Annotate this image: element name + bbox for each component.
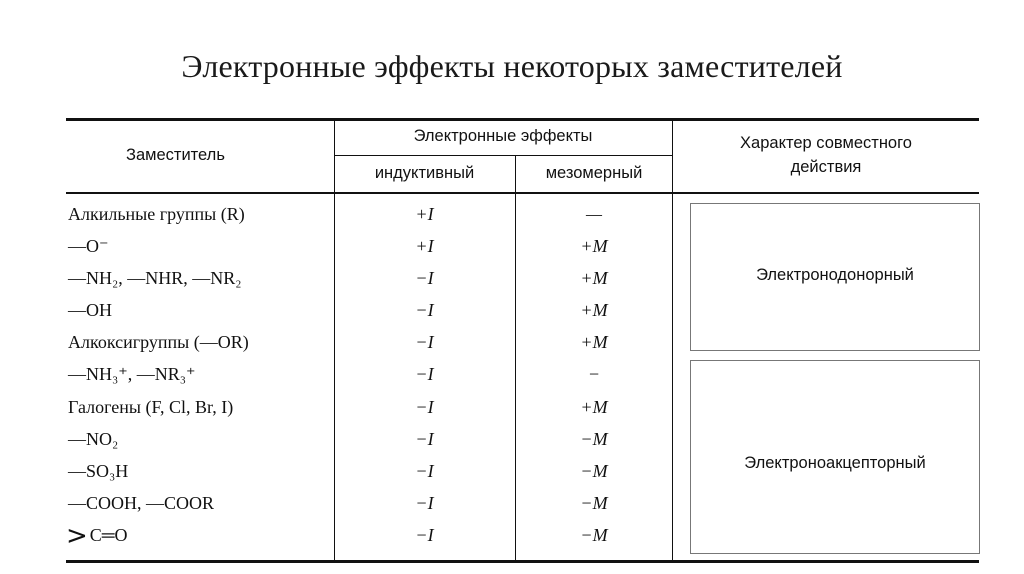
header-character-line2: действия [790,158,862,176]
substituent-cell: Галогены (F, Cl, Br, I) [68,397,234,417]
mesomeric-cell: +M [580,397,608,417]
substituent-cell: —COOH, —COOR [68,493,215,513]
substituent-cell: Алкоксигруппы (—OR) [68,332,249,352]
table-header-rule [66,192,979,194]
inductive-cell: −I [415,525,434,545]
substituent-cell: —NH₂, —NHR, —NR₂ [68,268,242,288]
mesomeric-cell: − [587,364,601,384]
substituent-cell: —OH [68,300,112,320]
inductive-cell: −I [415,364,434,384]
table-bottom-rule [66,560,979,563]
header-mesomeric: мезомерный [545,164,643,182]
mesomeric-cell: −M [580,493,608,513]
mesomeric-cell: +M [580,236,608,256]
header-inductive: индуктивный [374,164,475,182]
table-top-rule [66,118,979,121]
mesomeric-cell: +M [580,332,608,352]
donor-label: Электронодонорный [756,266,914,284]
inductive-cell: +I [415,204,434,224]
header-electronic-effects: Электронные эффекты [413,127,593,145]
inductive-cell: −I [415,397,434,417]
substituent-cell: —SO₃H [68,461,129,481]
inductive-cell: −I [415,300,434,320]
substituent-cell: Алкильные группы (R) [68,204,245,224]
inductive-cell: −I [415,268,434,288]
mesomeric-cell: −M [580,429,608,449]
substituent-cell: —NH₃⁺, —NR₃⁺ [68,364,196,384]
header-character-line1: Характер совместного [740,134,912,152]
effects-sub-rule [334,155,672,156]
inductive-cell: +I [415,236,434,256]
mesomeric-cell: — [585,204,602,224]
mesomeric-cell: −M [580,525,608,545]
mesomeric-cell: −M [580,461,608,481]
header-substituent: Заместитель [126,146,225,164]
mesomeric-cell: +M [580,268,608,288]
inductive-cell: −I [415,461,434,481]
inductive-cell: −I [415,332,434,352]
inductive-cell: −I [415,429,434,449]
page-title: Электронные эффекты некоторых заместителей [181,48,843,84]
substituent-cell-carbonyl: > C═O [66,521,128,551]
substituent-cell: —NO₂ [68,429,119,449]
mesomeric-cell: +M [580,300,608,320]
inductive-cell: −I [415,493,434,513]
acceptor-label: Электроноакцепторный [744,454,926,472]
branch-symbol-icon: > [66,521,88,551]
substituent-cell: —O⁻ [68,236,109,256]
column-divider [672,120,673,560]
